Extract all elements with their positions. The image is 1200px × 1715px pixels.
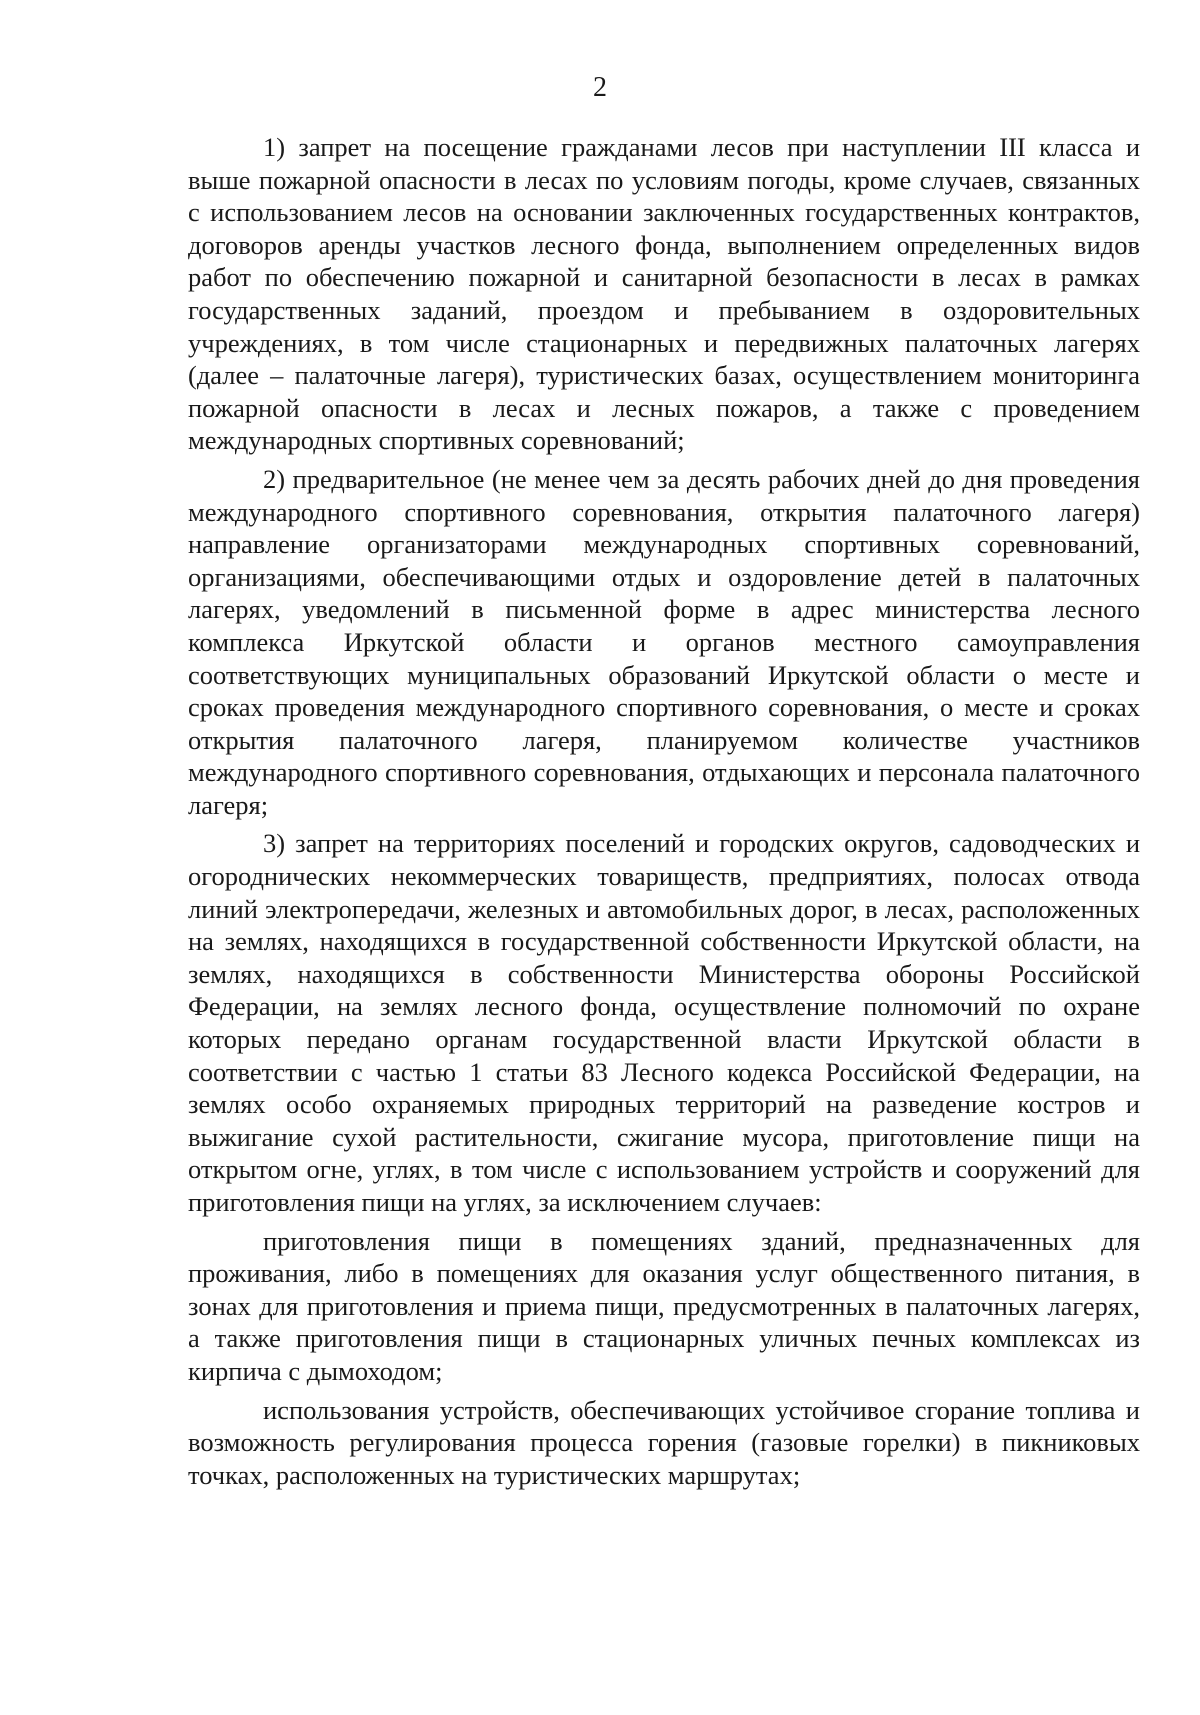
page-number: 2 — [593, 72, 607, 103]
paragraph-item-2: 2) предварительное (не менее чем за десять рабочих дней до дня проведения международного спортивного соревнования, открытия палаточного лагеря) направление организаторами международных спортивных соревнований, организациями, обеспечивающими отдых и оздоровление детей в палаточных лагерях, уведомлений в письменной форме в адрес министерства лесного комплекса Иркутской области и органов местного самоуправления соответствующих муниципальных образований Иркутской области о месте и сроках проведения международного спортивного соревнования, о месте и сроках открытия палаточного лагеря, планируемом количестве участников международного спортивного соревнования, отдыхающих и персонала палаточного лагеря; — [188, 463, 1140, 820]
paragraph-item-3: 3) запрет на территориях поселений и городских округов, садоводческих и огороднических некоммерческих товариществ, предприятиях, полосах отвода линий электропередачи, железных и автомобильных дорог, в лесах, расположенных на землях, находящихся в государственной собственности Иркутской области, на землях, находящихся в собственности Министерства обороны Российской Федерации, на землях лесного фонда, осуществление полномочий по охране которых передано органам государственной власти Иркутской области в соответствии с частью 1 статьи 83 Лесного кодекса Российской Федерации, на землях особо охраняемых природных территорий на разведение костров и выжигание сухой растительности, сжигание мусора, приготовление пищи на открытом огне, углях, в том числе с использованием устройств и сооружений для приготовления пищи на углях, за исключением случаев: — [188, 828, 1140, 1217]
paragraph-exception-cooking: приготовления пищи в помещениях зданий, предназначенных для проживания, либо в помещениях для оказания услуг общественного питания, в зонах для приготовления и приема пищи, предусмотренных в палаточных лагерях, а также приготовления пищи в стационарных уличных печных комплексах из кирпича с дымоходом; — [188, 1225, 1140, 1386]
paragraph-item-1: 1) запрет на посещение гражданами лесов при наступлении III класса и выше пожарной опасности в лесах по условиям погоды, кроме случаев, связанных с использованием лесов на основании заключенных государственных контрактов, договоров аренды участков лесного фонда, выполнением определенных видов работ по обеспечению пожарной и санитарной безопасности в лесах в рамках государственных заданий, проездом и пребыванием в оздоровительных учреждениях, в том числе стационарных и передвижных палаточных лагерях (далее – палаточные лагеря), туристических базах, осуществлением мониторинга пожарной опасности в лесах и лесных пожаров, а также с проведением международных спортивных соревнований; — [188, 132, 1140, 456]
document-body — [188, 131, 1140, 1497]
paragraph-exception-gas-burners: использования устройств, обеспечивающих устойчивое сгорание топлива и возможность регулирования процесса горения (газовые горелки) в пикниковых точках, расположенных на туристических маршрутах; — [188, 1394, 1140, 1490]
